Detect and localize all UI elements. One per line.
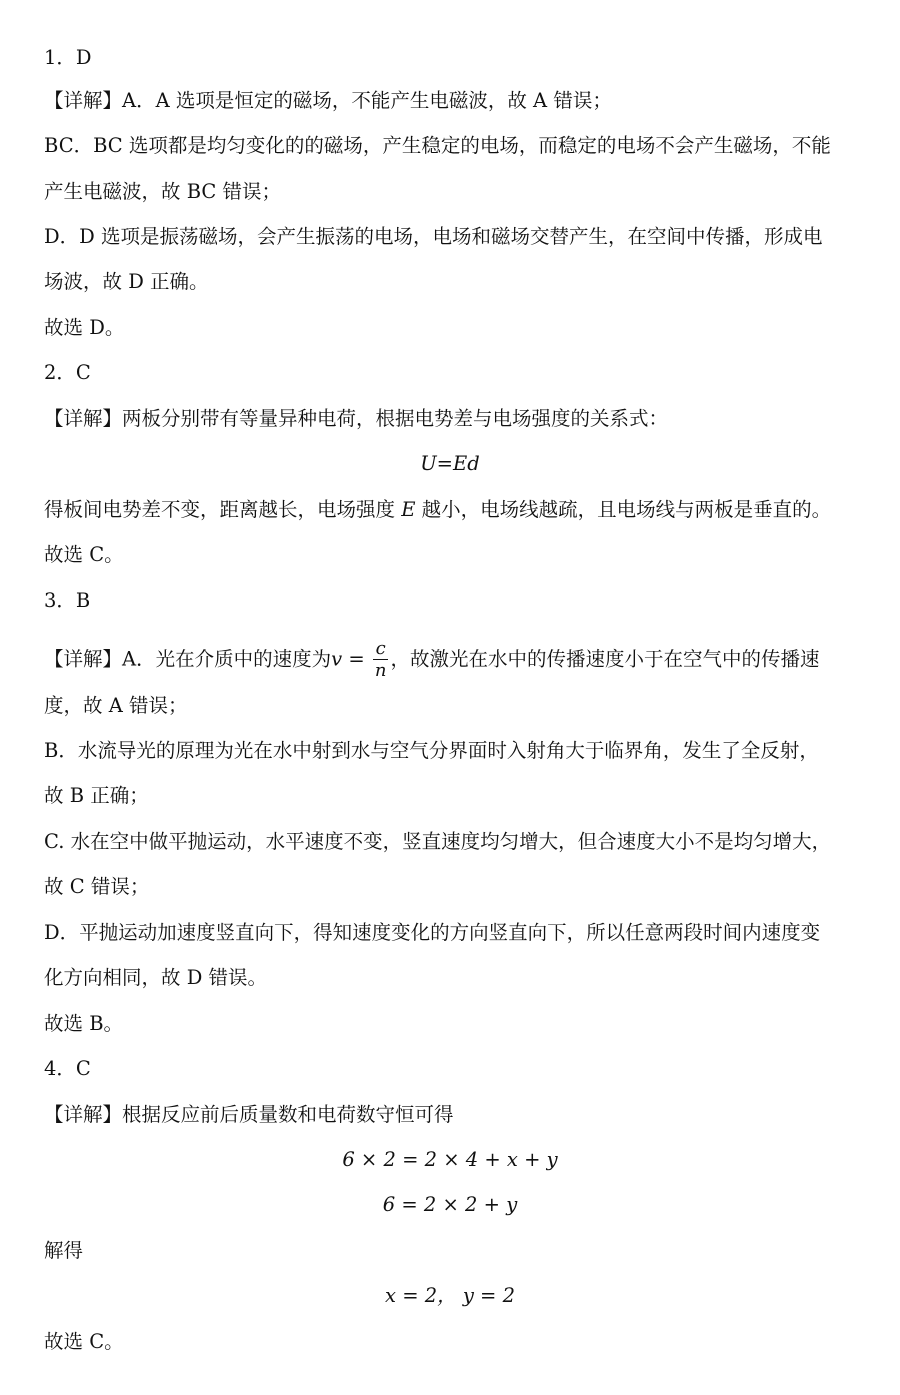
q3-detail-line-3: B．水流导光的原理为光在水中射到水与空气分界面时入射角大于临界角，发生了全反射， <box>44 739 819 762</box>
q1-detail-line-1: 【详解】A．A 选项是恒定的磁场，不能产生电磁波，故 A 错误； <box>44 89 612 112</box>
q3-detail-line-6: 故 C 错误； <box>44 875 150 898</box>
q3-fraction-numerator: c <box>373 640 389 660</box>
q3-detail-line-1 <box>44 640 860 680</box>
q3-fraction-denominator: n <box>374 660 387 681</box>
q2-detail-line-1: 【详解】两板分别带有等量异种电荷，根据电势差与电场强度的关系式： <box>44 407 669 430</box>
q1-detail-line-2: BC．BC 选项都是均匀变化的的磁场，产生稳定的电场，而稳定的电场不会产生磁场，不能 <box>44 134 831 157</box>
q1-answer: 1．D <box>44 46 92 69</box>
q3-detail-line-7: D．平抛运动加速度竖直向下，得知速度变化的方向竖直向下，所以任意两段时间内速度变 <box>44 921 821 944</box>
q2-detail-text-a: 得板间电势差不变，距离越长，电场强度 <box>44 498 402 521</box>
q4-solution: x = 2， y = 2 <box>385 1284 515 1307</box>
q4-equation-1: 6 × 2 = 2 × 4 + x + y <box>342 1148 558 1171</box>
q1-detail-line-4: D．D 选项是振荡磁场，会产生振荡的电场，电场和磁场交替产生，在空间中传播，形成电 <box>44 225 823 248</box>
q1-detail-line-3: 产生电磁波，故 BC 错误； <box>44 180 282 203</box>
q1-detail-line-5: 场波，故 D 正确。 <box>44 270 209 293</box>
q4-detail-line-2: 解得 <box>44 1239 84 1262</box>
q3-fraction <box>373 640 389 680</box>
q4-detail-line-1: 【详解】根据反应前后质量数和电荷数守恒可得 <box>44 1103 454 1126</box>
q3-detail-text-a: 【详解】A．光在介质中的速度为 <box>44 647 332 671</box>
q3-detail-line-4: 故 B 正确； <box>44 784 149 807</box>
q2-conclusion: 故选 C。 <box>44 543 124 566</box>
q4-conclusion: 故选 C。 <box>44 1330 124 1353</box>
q3-answer: 3．B <box>44 589 91 612</box>
q4-equation-2: 6 = 2 × 2 + y <box>382 1193 518 1216</box>
q2-detail-line-2 <box>44 497 860 523</box>
q3-detail-text-b: ，故激光在水中的传播速度小于在空气中的传播速 <box>390 647 820 671</box>
q3-conclusion: 故选 B。 <box>44 1012 124 1035</box>
q3-detail-line-2: 度，故 A 错误； <box>44 694 188 717</box>
q2-detail-text-b: 越小，电场线越疏，且电场线与两板是垂直的。 <box>415 498 832 521</box>
q1-conclusion: 故选 D。 <box>44 316 125 339</box>
q3-variable-v: v <box>331 647 343 671</box>
q4-answer: 4．C <box>44 1057 91 1080</box>
q2-variable-e: E <box>401 498 416 521</box>
q3-detail-line-8: 化方向相同，故 D 错误。 <box>44 966 268 989</box>
q3-equals: = <box>342 647 371 671</box>
q2-answer: 2．C <box>44 361 91 384</box>
q2-formula: U=Ed <box>420 452 480 475</box>
q3-detail-line-5: C. 水在空中做平抛运动，水平速度不变，竖直速度均匀增大，但合速度大小不是均匀增大， <box>44 830 832 853</box>
